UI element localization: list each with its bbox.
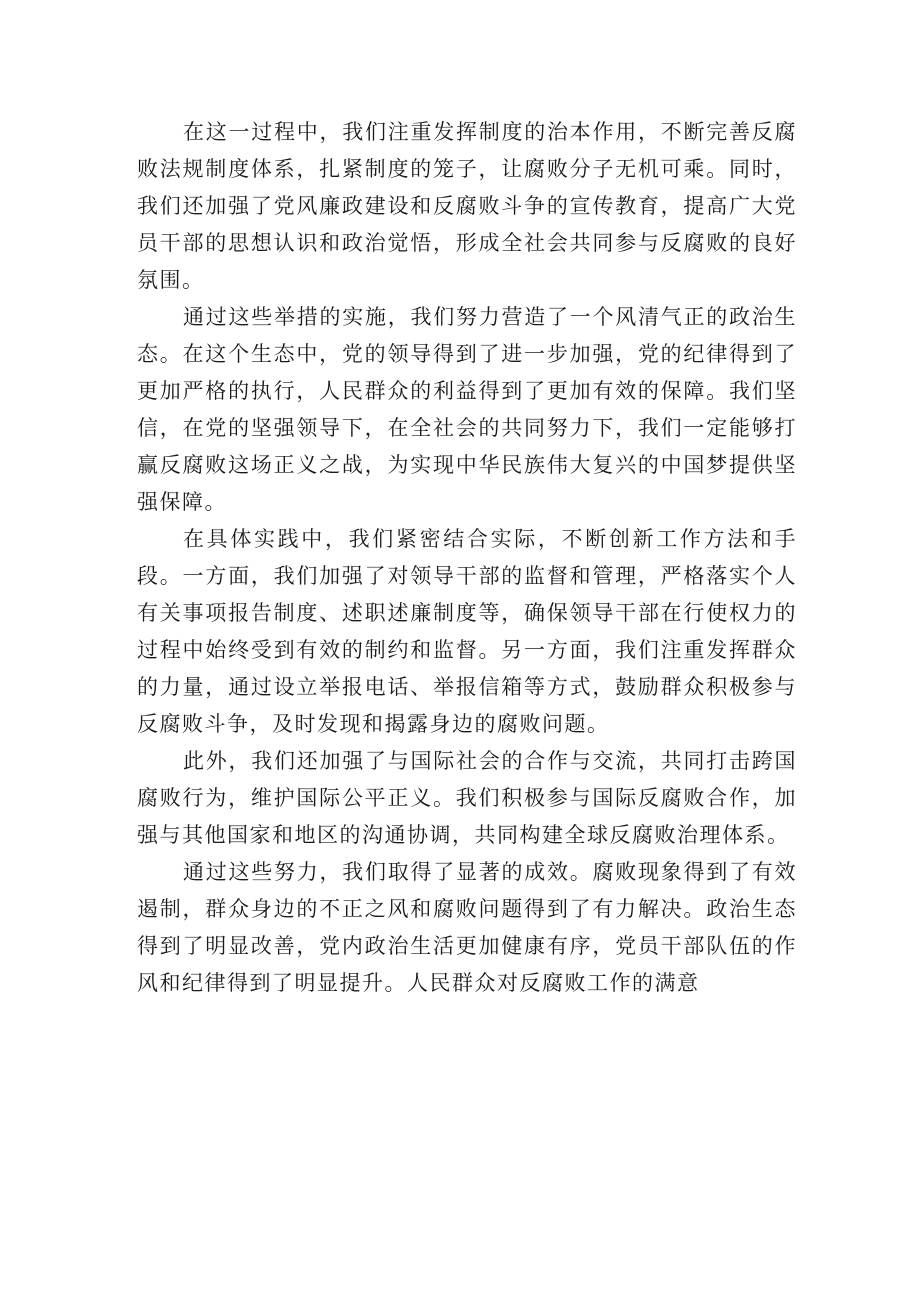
- paragraph-3: 在具体实践中，我们紧密结合实际，不断创新工作方法和手段。一方面，我们加强了对领导干部的监督和管理，严格落实个人有关事项报告制度、述职述廉制度等，确保领导干部在行使权力的过程中始终受到有效的制约和监督。另一方面，我们注重发挥群众的力量，通过设立举报电话、举报信箱等方式，鼓励群众积极参与反腐败斗争，及时发现和揭露身边的腐败问题。: [137, 527, 797, 736]
- document-body: [137, 114, 797, 1002]
- paragraph-2: 通过这些举措的实施，我们努力营造了一个风清气正的政治生态。在这个生态中，党的领导得到了进一步加强，党的纪律得到了更加严格的执行，人民群众的利益得到了更加有效的保障。我们坚信，在党的坚强领导下，在全社会的共同努力下，我们一定能够打赢反腐败这场正义之战，为实现中华民族伟大复兴的中国梦提供坚强保障。: [137, 305, 797, 514]
- paragraph-5: 通过这些努力，我们取得了显著的成效。腐败现象得到了有效遏制，群众身边的不正之风和腐败问题得到了有力解决。政治生态得到了明显改善，党内政治生活更加健康有序，党员干部队伍的作风和纪律得到了明显提升。人民群众对反腐败工作的满意: [137, 860, 797, 995]
- paragraph-1: 在这一过程中，我们注重发挥制度的治本作用，不断完善反腐败法规制度体系，扎紧制度的笼子，让腐败分子无机可乘。同时，我们还加强了党风廉政建设和反腐败斗争的宣传教育，提高广大党员干部的思想认识和政治觉悟，形成全社会共同参与反腐败的良好氛围。: [137, 120, 797, 292]
- paragraph-4: 此外，我们还加强了与国际社会的合作与交流，共同打击跨国腐败行为，维护国际公平正义。我们积极参与国际反腐败合作，加强与其他国家和地区的沟通协调，共同构建全球反腐败治理体系。: [137, 749, 797, 847]
